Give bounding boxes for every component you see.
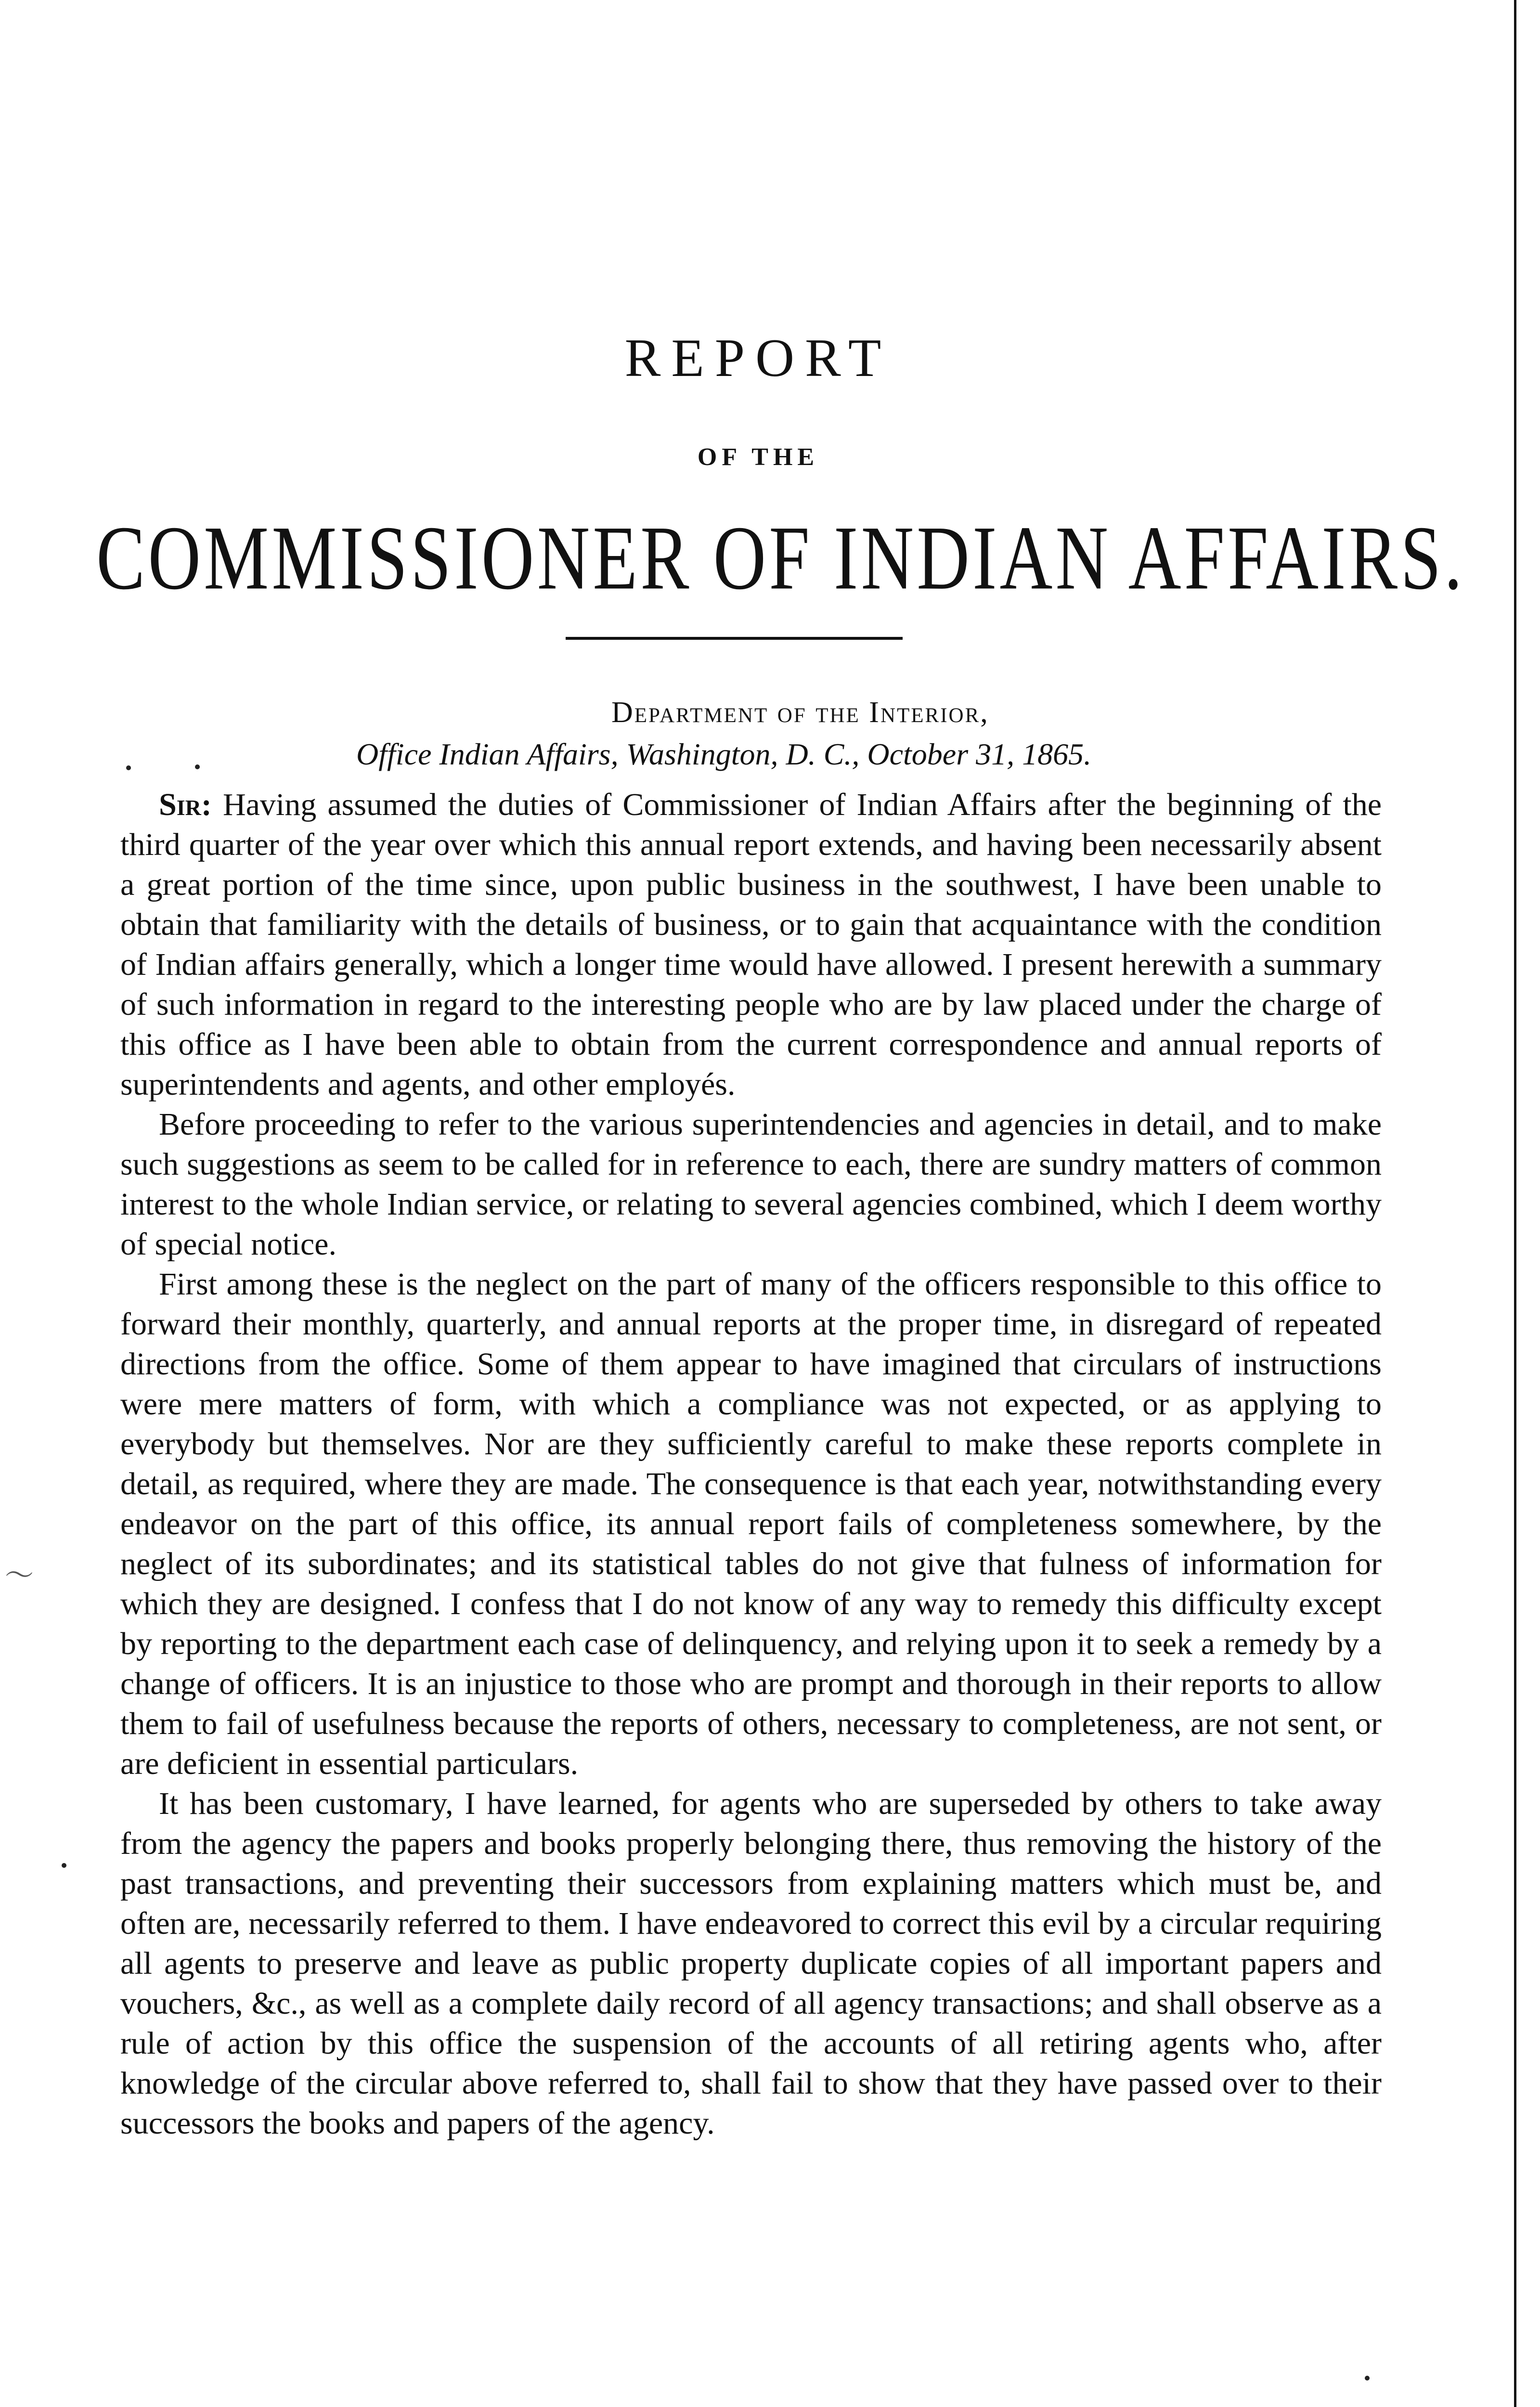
report-body <box>120 785 1382 2143</box>
stray-dot <box>195 764 200 769</box>
stray-dot <box>1365 2376 1370 2381</box>
office-dateline: Office Indian Affairs, Washington, D. C., October 31, 1865. <box>356 737 1092 771</box>
paragraph-1 <box>120 785 1382 1104</box>
report-subtitle: COMMISSIONER OF INDIAN AFFAIRS. <box>96 507 1465 608</box>
department-heading: Department of the Interior, <box>611 696 989 729</box>
paragraph-3: First among these is the neglect on the part of many of the officers responsible to this office to forward their monthly, quarterly, and annual reports at the proper time, in disregard of repeated directions from the office. Some of them appear to have imagined that circulars of instructions were mere matters of form, with which a compliance was not expected, or as applying to everybody but themselves. Nor are they sufficiently careful to make these reports complete in detail, as required, where they are made. The consequence is that each year, notwithstanding every endeavor on the part of this office, its annual report fails of completeness somewhere, by the neglect of its subordinates; and its statistical tables do not give that fulness of information for which they are designed. I confess that I do not know of any way to remedy this difficulty except by reporting to the department each case of delinquency, and relying upon it to seek a remedy by a change of officers. It is an injustice to those who are prompt and thorough in their reports to allow them to fail of usefulness because the reports of others, necessary to completeness, are not sent, or are deficient in essential particulars. <box>120 1267 1382 1781</box>
paragraph-2: Before proceeding to refer to the various superintendencies and agencies in detail, and to make such suggestions as seem to be called for in reference to each, there are sundry matters of common interest to the whole Indian service, or relating to several agencies combined, which I deem worthy of special notice. <box>120 1107 1382 1262</box>
of-the-line: OF THE <box>697 443 819 471</box>
salutation: Sir: <box>159 787 212 822</box>
report-title: REPORT <box>624 328 892 388</box>
stray-dot <box>62 1863 66 1868</box>
stray-dot <box>126 765 131 770</box>
paragraph-4: It has been customary, I have learned, for agents who are superseded by others to take away from the agency the papers and books properly belonging there, thus removing the history of the past transactions, and preventing their successors from explaining matters which must be, and often are, necessarily referred to them. I have endeavored to correct this evil by a circular requiring all agents to preserve and leave as public property duplicate copies of all important papers and vouchers, &c., as well as a complete daily record of all agency transactions; and shall observe as a rule of action by this office the suspension of the accounts of all retiring agents who, after knowledge of the circular above referred to, shall fail to show that they have passed over to their successors the books and papers of the agency. <box>120 1786 1382 2141</box>
title-divider <box>566 637 903 640</box>
paragraph-1-text: Having assumed the duties of Commissioner of Indian Affairs after the beginning of the third quarter of the year over which this annual report extends, and having been necessarily absent a great portion of the time since, upon public business in the southwest, I have been unable to obtain that familiarity with the details of business, or to gain that acquaintance with the condition of Indian affairs generally, which a longer time would have allowed. I present herewith a summary of such information in regard to the interesting people who are by law placed under the charge of this office as I have been able to obtain from the current correspondence and annual reports of superintendents and agents, and other employés. <box>120 787 1382 1102</box>
margin-squiggle: 〜 <box>5 1559 34 1592</box>
